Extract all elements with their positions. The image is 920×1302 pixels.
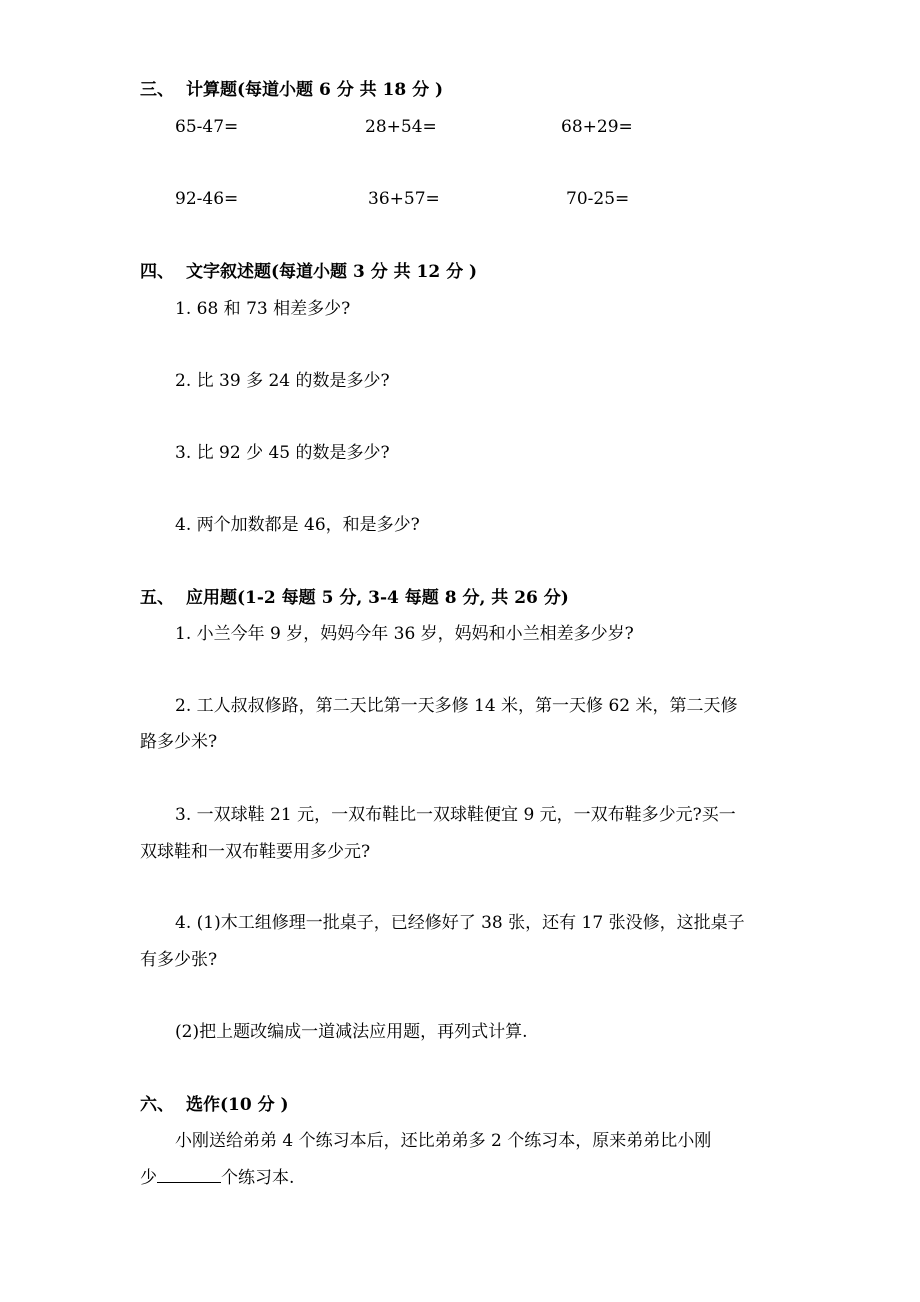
section-6-heading bbox=[140, 1094, 289, 1116]
section-6-number: 六、 bbox=[140, 1095, 174, 1115]
section-5-number: 五、 bbox=[140, 588, 174, 608]
section-5-question-4-line-2: 有多少张? bbox=[140, 950, 218, 970]
calc-5: 36+57= bbox=[368, 189, 440, 209]
calc-3: 68+29= bbox=[561, 117, 633, 137]
section-6-line-2 bbox=[140, 1166, 294, 1189]
section-5-heading bbox=[140, 587, 569, 609]
section-4-heading bbox=[140, 261, 477, 283]
section-3-heading bbox=[140, 79, 443, 101]
section-3-title: 计算题(每道小题 6 分 共 18 分 ) bbox=[186, 80, 444, 100]
section-6-line-2-after: 个练习本. bbox=[221, 1168, 295, 1188]
section-5-question-2-line-1: 2. 工人叔叔修路，第二天比第一天多修 14 米，第一天修 62 米，第二天修 bbox=[175, 696, 738, 716]
section-4-item-3: 3. 比 92 少 45 的数是多少? bbox=[175, 443, 390, 463]
calc-4: 92-46= bbox=[175, 189, 239, 209]
section-3-number: 三、 bbox=[140, 80, 174, 100]
section-5-question-1: 1. 小兰今年 9 岁，妈妈今年 36 岁，妈妈和小兰相差多少岁? bbox=[175, 624, 634, 644]
calc-1: 65-47= bbox=[175, 117, 239, 137]
section-5-question-3-line-2: 双球鞋和一双布鞋要用多少元? bbox=[140, 842, 371, 862]
section-5-question-4-part-2: (2)把上题改编成一道减法应用题，再列式计算. bbox=[175, 1022, 528, 1042]
section-5-title: 应用题(1-2 每题 5 分, 3-4 每题 8 分, 共 26 分) bbox=[186, 588, 569, 608]
section-5-question-4-line-1: 4. (1)木工组修理一批桌子，已经修好了 38 张，还有 17 张没修，这批桌子 bbox=[175, 913, 745, 933]
calc-2: 28+54= bbox=[365, 117, 437, 137]
section-6-line-2-before: 少 bbox=[140, 1168, 157, 1188]
section-6-line-1: 小刚送给弟弟 4 个练习本后，还比弟弟多 2 个练习本，原来弟弟比小刚 bbox=[175, 1131, 712, 1151]
section-4-number: 四、 bbox=[140, 262, 174, 282]
section-6-title: 选作(10 分 ) bbox=[186, 1095, 289, 1115]
section-5-question-3-line-1: 3. 一双球鞋 21 元，一双布鞋比一双球鞋便宜 9 元，一双布鞋多少元?买一 bbox=[175, 805, 736, 825]
section-4-item-4: 4. 两个加数都是 46，和是多少? bbox=[175, 515, 420, 535]
section-4-item-2: 2. 比 39 多 24 的数是多少? bbox=[175, 371, 390, 391]
section-5-question-2-line-2: 路多少米? bbox=[140, 732, 218, 752]
section-4-item-1: 1. 68 和 73 相差多少? bbox=[175, 299, 351, 319]
calc-6: 70-25= bbox=[566, 189, 630, 209]
answer-blank[interactable] bbox=[157, 1166, 221, 1183]
section-4-title: 文字叙述题(每道小题 3 分 共 12 分 ) bbox=[186, 262, 478, 282]
